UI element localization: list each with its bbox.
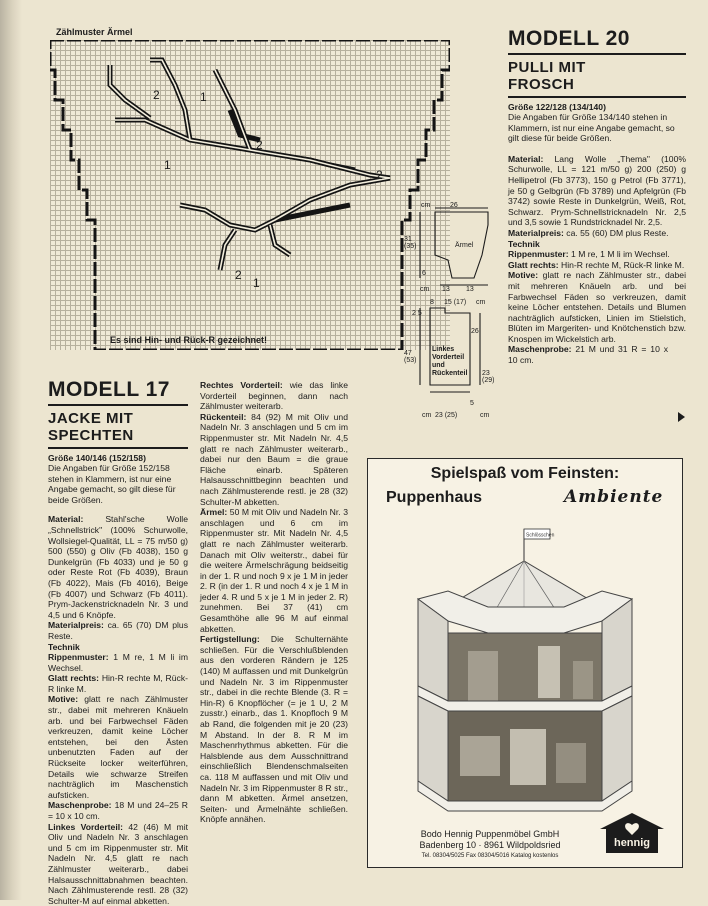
body-label: 8 <box>430 299 434 306</box>
modell17-material: Stahl'sche Wolle „Schnellstrick" (100% Schurwolle, Wollsiegel-Qualität, LL = 75 m/50 g) 500 (550) g Oliv (Fb 4038), 150 g Dunkelgrün (Fb 4033) und je 50 g oder Reste Rot (Fb 4039), Braun (Fb 4022), Mais (Fb 4016), Beige (Fb 4007) und Schwarz (Fb 4011). Prym-Jackenstricknadeln Nr. 3 und 4,5 und 6 Knöpfe. <box>48 514 188 620</box>
dollhouse-illustration <box>388 511 660 817</box>
ad-company: Bodo Hennig Puppenmöbel GmbH <box>420 829 560 839</box>
label: Rückenteil: <box>200 411 247 422</box>
label: Technik <box>48 641 80 652</box>
hennig-logo <box>596 811 668 855</box>
sleeve-label: cm <box>420 286 430 293</box>
room-furniture <box>468 651 498 701</box>
label: Technik <box>508 238 540 249</box>
chart-number: 2 <box>153 88 160 102</box>
modell20-size-note: Die Angaben für Größe 134/140 stehen in Klammern, ist nur eine Angabe gemacht, so gilt diese für beide Größen. <box>508 112 675 144</box>
ad-tel: Tel. 08304/5025 Fax 08304/5016 Katalog kostenlos <box>421 853 559 859</box>
label: Linkes Vorderteil: <box>48 821 123 832</box>
ad-brand-logo: Ambiente <box>564 487 664 507</box>
label: Materialpreis: <box>508 227 564 238</box>
sleeve-label: cm <box>421 202 431 209</box>
modell17-linkes: 42 (46) M mit Oliv und Nadeln Nr. 3 anschlagen und 5 cm im Rippenmuster str. Mit Nadeln Nr. 4,5 glatt re nach Zählmuster weiterarb., dabei Halsausschnittabnahmen beachten. Nach Zählmusterende restl. 28 (32) Schulter-M auf einmal abketten. <box>48 821 189 906</box>
body-label: 2 5 <box>412 310 422 317</box>
branch-7 <box>220 230 235 270</box>
ad-headline-2: Puppenhaus <box>386 489 483 506</box>
label: Glatt rechts: <box>48 673 100 684</box>
modell20-motiv: glatt re nach Zählmuster str., dabei mit mehreren Knäueln arb. und bei Farbwechsel Fäden so verkreuzen, damit keine Löcher entstehen. Details und Blumen nachträglich aufsticken, Linien im Stielstich, Blüten im Margeriten- und Knötchenstich bzw. Knospen im Wickelstich arb. <box>508 270 686 344</box>
label: Ärmel: <box>200 507 228 518</box>
modell17-glatt: Hin-R rechte M, Rück-R linke M. <box>48 673 189 694</box>
sleeve-label: 13 <box>442 286 450 293</box>
modell20-material: Lang Wolle „Thema" (100% Schurwolle, LL = 121 m/50 g) 200 (250) g Hellipetrol (Fb 3773), 150 g Petrol (Fb 3771), je 50 g Gelbgrün (Fb 3789) und Apfelgrün (Fb 3742) sowie Reste in Dunkelgrün, Weiß, Rot, Schwarz. Prym-Schnellstricknadeln Nr. 2,5 und 3,5 sowie 1 Rundstricknadel Nr. 2,5. <box>508 153 687 228</box>
chart-number: 1 <box>200 90 207 104</box>
modell17-aermel: 50 M mit Oliv und Nadeln Nr. 3 anschlagen und 6 cm im Rippenmuster str. Mit Nadeln Nr. 4,5 glatt re nach Zählmuster weiterarb. Danach mit Oliv weiterstr., dabei für die weitere Ärmelschrägung beidseitig in der 1. R und noch 9 x je 1 M in jeder 2. R (in der 1. R und noch 4 x je 1 M in jeder 4. R und 5 x je 1 M in jeder 2. R) zunehmen. Bei 37 (41) cm Gesamthöhe alle 96 M auf einmal abketten. <box>200 507 348 634</box>
label: Rippenmuster: <box>508 249 569 260</box>
modell20-probe: 21 M und 31 R = 10 x 10 cm. <box>508 344 668 366</box>
modell17-rechtes: wie das linke Vorderteil beginnen, dann nach Zählmuster weiterarb. <box>200 380 349 412</box>
body-label: 26 <box>471 328 479 335</box>
modell20-block <box>508 27 686 366</box>
modell17-subtitle-2: SPECHTEN <box>48 427 134 444</box>
title-rule <box>508 53 686 55</box>
body-label: Linkes Vorderteil und Rückenteil <box>432 346 468 377</box>
body-label: 23 (25) <box>435 412 458 419</box>
modell17-rippen: 1 M re, 1 M li im Wechsel. <box>48 652 188 673</box>
flag-text: Schlösschen <box>526 532 555 539</box>
chart-number: 2 <box>256 138 263 152</box>
continue-arrow-icon <box>678 412 685 422</box>
subtitle-rule <box>48 447 188 449</box>
modell20-size: Größe 122/128 (134/140) <box>508 102 606 112</box>
modell20-price: ca. 55 (60) DM plus Reste. <box>566 227 669 238</box>
modell17-block-2 <box>200 380 348 825</box>
modell17-price: ca. 65 (70) DM plus Reste. <box>48 620 188 641</box>
body-label: cm <box>476 299 486 306</box>
label: Motive: <box>508 270 539 281</box>
chart-number: 1 <box>164 158 171 172</box>
sleeve-label: 31 (35) <box>404 236 417 250</box>
room-furniture <box>538 646 560 698</box>
label: Material: <box>48 514 84 525</box>
ad-headline: Spielspaß vom Feinsten: <box>430 465 620 482</box>
modell17-fertig: Die Schulternähte schließen. Für die Verschlußblenden aus den vorderen Rändern je 125 (140) M auffassen und mit Dunkelgrün und Nadeln Nr. 3 im Rippenmuster str., dabei in die rechte Blende (3. R = Hin-R) 6 Knopflöcher (= je 1 U, 2 M zusstr.) einarb., das 1. Knopfloch 9 M ab Rand, die folgenden mit je 20 (23) M Abstand. In der 8. R M im Maschenrhythmus abketten. Für die Halsblende aus dem Ausschnittrand einschließlich Blendenschmalseiten ca. 118 M auffassen und mit Oliv und Nadeln Nr. 3 im Rippenmuster 8 R str., dann M abketten. Ärmel ansetzen, Seiten- und Ärmelnähte schließen. Knöpfe annähen. <box>200 634 348 825</box>
label: Maschenprobe: <box>48 800 112 811</box>
body-label: cm <box>422 412 432 419</box>
modell17-ruecken: 84 (92) M mit Oliv und Nadeln Nr. 3 anschlagen und 5 cm im Rippenmuster str. Mit Nadeln Nr. 4,5 glatt re nach Zählmuster weiterarb., dabei nur den Baum = die graue Fläche einarb. Späteren Halsausschnittbeginn beachten und nach Zählmusterende restl. je 28 (32) Schulter-M abketten. <box>200 411 348 507</box>
page-binding-shadow <box>0 0 22 900</box>
label: Material: <box>508 153 544 164</box>
modell20-glatt: Hin-R rechte M, Rück-R linke M. <box>561 259 685 270</box>
ad-footer <box>390 829 590 862</box>
modell20-subtitle-2: FROSCH <box>508 76 575 93</box>
label: Rechtes Vorderteil: <box>200 380 283 390</box>
branch-6 <box>180 178 390 230</box>
subtitle-rule <box>508 96 686 98</box>
sleeve-label: 6 <box>422 270 426 277</box>
label: Materialpreis: <box>48 620 104 631</box>
body-label: cm <box>480 412 490 419</box>
chart-number: 2 <box>376 168 383 182</box>
modell20-rippen: 1 M re, 1 M li im Wechsel. <box>571 249 670 260</box>
modell20-subtitle-1: PULLI MIT <box>508 59 586 76</box>
modell17-size-note: Die Angaben für Größe 152/158 stehen in Klammern, ist nur eine Angabe gemacht, so gilt diese für beide Größen. <box>48 463 176 505</box>
modell17-probe: 18 M und 24–25 R = 10 x 10 cm. <box>48 800 189 821</box>
body-label: 23 (29) <box>482 370 495 384</box>
modell17-block <box>48 378 188 906</box>
modell17-size: Größe 140/146 (152/158) <box>48 453 146 463</box>
modell17-motiv: glatt re nach Zählmuster str., dabei mit mehreren Knäueln arb. und bei Farbwechsel Fäden verkreuzen, damit keine Löcher entstehen, bei den Ästen unbenutzten Faden auf der Rückseite locker weiterführen, Details wie schwarze Streifen nachträglich im Maschenstich aufsticken. <box>48 694 188 800</box>
modell17-title: MODELL 17 <box>48 378 170 401</box>
label: Rippenmuster: <box>48 652 109 663</box>
body-label: 5 <box>470 400 474 407</box>
sleeve-label: 26 <box>450 202 458 209</box>
room-furniture <box>573 661 593 699</box>
schematics <box>400 200 500 430</box>
chart-note: Es sind Hin- und Rück-R gezeichnet! <box>110 335 268 345</box>
hennig-logo-text: hennig <box>613 837 651 849</box>
room-furniture <box>510 729 546 785</box>
label: Maschenprobe: <box>508 344 572 355</box>
body-label: 47 (53) <box>404 350 417 364</box>
chart-outline-svg <box>50 40 450 350</box>
room-furniture <box>460 736 500 776</box>
modell17-subtitle-1: JACKE MIT <box>48 410 134 427</box>
label: Fertigstellung: <box>200 634 260 645</box>
chart-number: 1 <box>253 276 260 290</box>
label: Motive: <box>48 694 79 705</box>
title-rule <box>48 404 188 406</box>
advertisement <box>367 458 683 868</box>
knitting-chart <box>50 40 450 370</box>
room-furniture <box>556 743 586 783</box>
body-label: 15 (17) <box>444 299 467 306</box>
ad-address: Badenberg 10 · 8961 Wildpoldsried <box>419 840 561 850</box>
label: Glatt rechts: <box>508 259 559 270</box>
sleeve-label: Ärmel <box>455 242 474 249</box>
chart-caption: Zählmuster Ärmel <box>56 27 133 37</box>
sleeve-label: 13 <box>466 286 474 293</box>
chart-number: 2 <box>235 268 242 282</box>
modell20-title: MODELL 20 <box>508 27 630 50</box>
